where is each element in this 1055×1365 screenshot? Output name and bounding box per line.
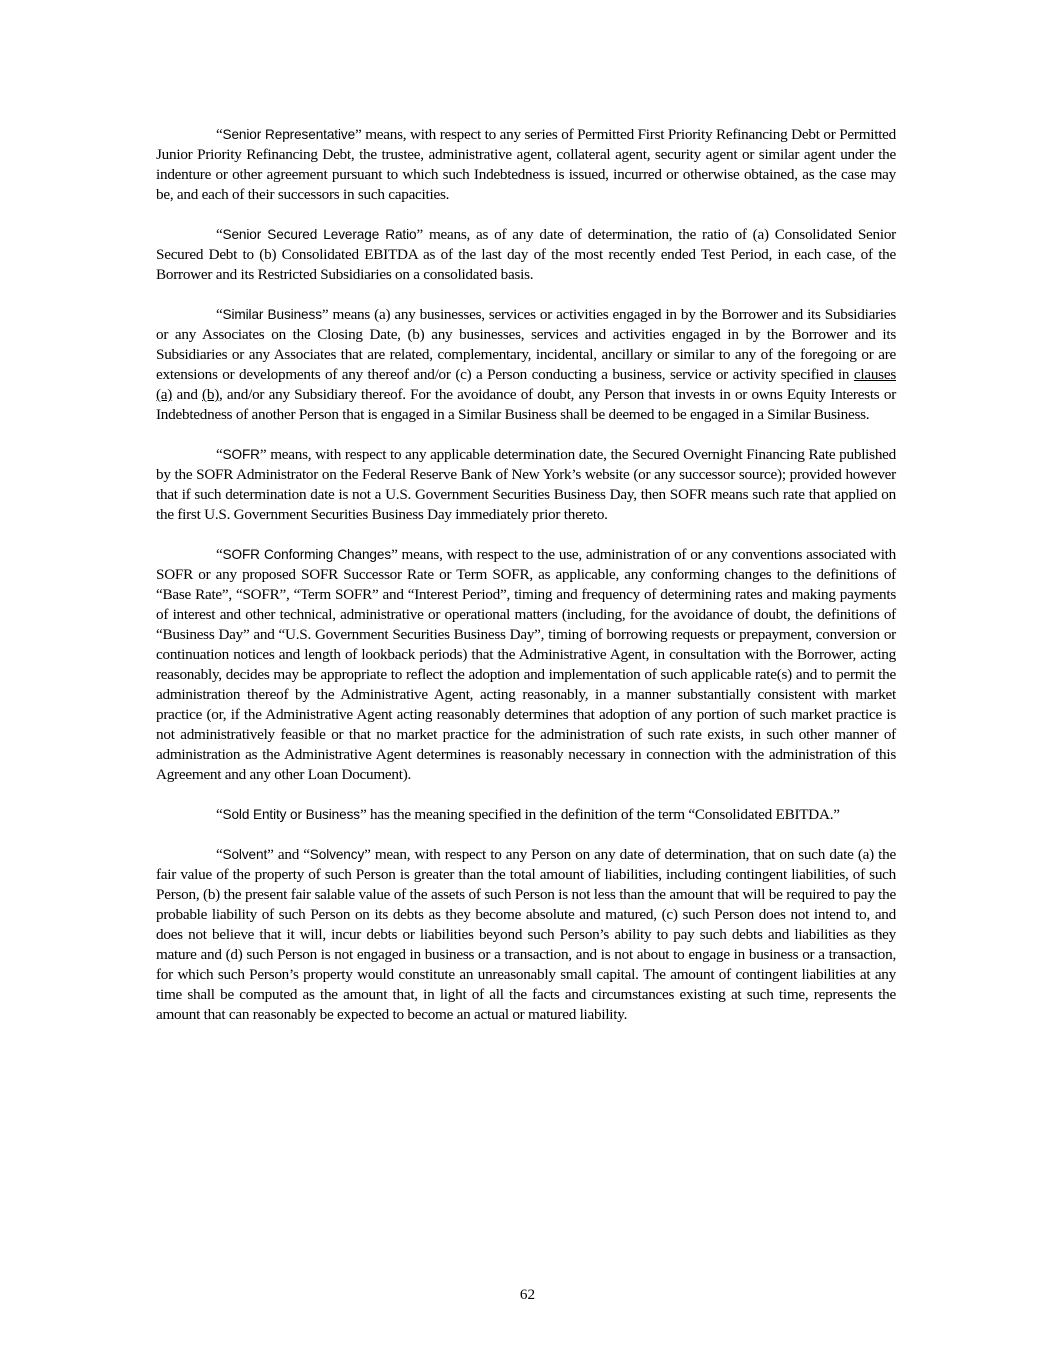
definition-text: means, with respect to the use, administration of or any conventions associated with SOFR or any proposed SOFR Successor Rate or Term SOFR, as applicable, any conforming changes to the definitions of “Base Rate”, “SOFR”, “Term SOFR” and “Interest Period”, timing and frequency of determining rates and making payments of interest and other technical, administrative or operational matters (including, for the avoidance of doubt, the definitions of “Business Day” and “U.S. Government Securities Business Day”, timing of borrowing requests or prepayment, conversion or continuation notices and length of lookback periods) that the Administrative Agent, in consultation with the Borrower, acting reasonably, decides may be appropriate to reflect the adoption and implementation of such applicable rate(s) and to permit the administration thereof by the Administrative Agent, acting reasonably, in a manner substantially consistent with market practice (or, if the Administrative Agent acting reasonably determines that adoption of any portion of such market practice is not administratively feasible or that no market practice for the administration of such rate exists, in such other manner of administration as the Administrative Agent determines is reasonably necessary in connection with the administration of this Agreement and any other Loan Document). (156, 546, 896, 783)
open-quote: “ (216, 306, 223, 323)
definition-senior-secured-leverage-ratio (156, 225, 896, 285)
open-quote: “ (216, 546, 223, 563)
defined-term: SOFR Conforming Changes (222, 547, 392, 562)
defined-term: Similar Business (222, 307, 322, 322)
close-quote: ” (355, 126, 362, 143)
definition-text: means, as of any date of determination, the ratio of (a) Consolidated Senior Secured Debt to (b) Consolidated EBITDA as of the last day of the most recently ended Test Period, in each case, of the Borrower and its Restricted Subsidiaries on a consolidated basis. (156, 226, 896, 283)
close-quote: ” (267, 846, 274, 863)
document-body (156, 125, 896, 1045)
defined-term: Senior Secured Leverage Ratio (222, 227, 417, 242)
defined-term: SOFR (222, 447, 260, 462)
definition-text: means, with respect to any series of Permitted First Priority Refinancing Debt or Permitted Junior Priority Refinancing Debt, the trustee, administrative agent, collateral agent, security agent or similar agent under the indenture or other agreement pursuant to which such Indebtedness is issued, incurred or otherwise obtained, as the case may be, and each of their successors in such capacities. (156, 126, 896, 203)
cross-reference-b: (b) (202, 386, 220, 403)
open-quote: “ (216, 446, 223, 463)
definition-text: has the meaning specified in the definition of the term “Consolidated EBITDA.” (366, 806, 840, 823)
cross-reference-clauses-a: clauses (a) (156, 366, 896, 403)
definition-sofr-conforming-changes (156, 545, 896, 785)
definition-text: and (172, 386, 203, 403)
close-quote: ” (259, 446, 267, 463)
close-quote: ” (416, 226, 423, 243)
definition-senior-representative (156, 125, 896, 205)
defined-term-2: Solvency (309, 847, 365, 862)
open-quote: “ (216, 846, 223, 863)
close-quote: ” (364, 846, 371, 863)
definition-sofr (156, 445, 896, 525)
definition-text: , and/or any Subsidiary thereof. For the avoidance of doubt, any Person that invests in or owns Equity Interests or Indebtedness of another Person that is engaged in a Similar Business shall be deemed to be engaged in a Similar Business. (156, 386, 896, 423)
defined-term: Sold Entity or Business (222, 807, 360, 822)
definition-sold-entity-or-business (156, 805, 896, 825)
connector-text: and “ (273, 846, 310, 863)
open-quote: “ (216, 806, 223, 823)
definition-text: means, with respect to any applicable determination date, the Secured Overnight Financing Rate published by the SOFR Administrator on the Federal Reserve Bank of New York’s website (or any successor source); provided however that if such determination date is not a U.S. Government Securities Business Day, then SOFR means such rate that applied on the first U.S. Government Securities Business Day immediately prior thereto. (156, 446, 896, 523)
defined-term: Solvent (222, 847, 268, 862)
definition-text: mean, with respect to any Person on any date of determination, that on such date (a) the fair value of the property of such Person is greater than the total amount of liabilities, including contingent liabilities, of such Person, (b) the present fair salable value of the assets of such Person is not less than the amount that will be required to pay the probable liability of such Person on its debts as they become absolute and matured, (c) such Person does not intend to, and does not believe that it will, incur debts or liabilities beyond such Person’s ability to pay such debts and liabilities as they mature and (d) such Person is not engaged in business or a transaction, and is not about to engage in business or a transaction, for which such Person’s property would constitute an unreasonably small capital. The amount of contingent liabilities at any time shall be computed as the amount that, in light of all the facts and circumstances existing at such time, represents the amount that can reasonably be expected to become an actual or matured liability. (156, 846, 896, 1023)
definition-text: means (a) any businesses, services or activities engaged in by the Borrower and its Subsidiaries or any Associates on the Closing Date, (b) any businesses, services and activities engaged in by the Borrower and its Subsidiaries or any Associates that are related, complementary, incidental, ancillary or similar to any of the foregoing or are extensions or developments of any thereof and/or (c) a Person conducting a business, service or activity specified in (156, 306, 896, 383)
close-quote: ” (359, 806, 367, 823)
defined-term: Senior Representative (222, 127, 356, 142)
close-quote: ” (321, 306, 329, 323)
page-number: 62 (519, 1286, 536, 1303)
open-quote: “ (216, 226, 223, 243)
open-quote: “ (216, 126, 223, 143)
definition-similar-business (156, 305, 896, 425)
definition-solvent (156, 845, 896, 1025)
close-quote: ” (391, 546, 398, 563)
